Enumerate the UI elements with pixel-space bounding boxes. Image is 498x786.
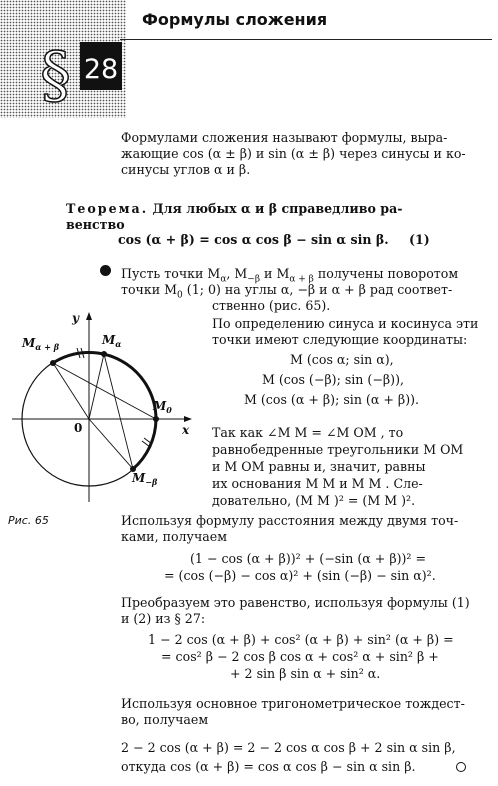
proof-line-2: точки $M_0$ (1; 0) на углы α, −β и α + β рад соответ- <box>121 282 453 301</box>
unit-circle-figure <box>10 302 200 512</box>
theorem-lead: Теорема. <box>66 201 149 216</box>
proof-start-bullet <box>100 265 111 276</box>
label-m-alpha-plus-beta: $M_{\alpha + \beta}$ <box>22 336 60 352</box>
chord-malpha-mminusbeta <box>104 354 133 469</box>
theorem-number: (1) <box>409 232 430 247</box>
intro-line-1: Формулами сложения называют формулы, выра- <box>121 130 448 145</box>
origin-label: 0 <box>74 421 83 435</box>
eq-transform-1: 1 − 2 cos (α + β) + cos² (α + β) + sin² (α + β) = <box>148 632 454 647</box>
section-symbol: § <box>40 38 71 111</box>
dist-intro-1: Используя формулу расстояния между двумя точ- <box>121 513 459 528</box>
radius-malpha <box>89 354 104 419</box>
identity-intro-2: во, получаем <box>121 712 209 727</box>
radius-malphabeta <box>53 363 89 419</box>
coord-m-alpha: M (cos α; sin α), <box>290 352 394 367</box>
proof-line-3: ственно (рис. 65). <box>212 298 331 313</box>
final-line-2: откуда cos (α + β) = cos α cos β − sin α sin β. <box>121 759 416 774</box>
since-line-4: их основания M M и M M . Сле- <box>212 476 423 491</box>
identity-intro-1: Используя основное тригонометрическое тождест- <box>121 696 465 711</box>
point-m-alpha-plus-beta <box>50 360 56 366</box>
figure-caption: Рис. 65 <box>8 514 49 527</box>
point-m-0 <box>153 416 159 422</box>
intro-line-2: жающие cos (α ± β) и sin (α ± β) через синусы и ко- <box>121 146 466 161</box>
proof-end-mark <box>456 762 466 772</box>
theorem-line-2: венство <box>66 217 125 232</box>
axis-y-label: y <box>72 311 79 325</box>
final-line-1: 2 − 2 cos (α + β) = 2 − 2 cos α cos β + 2 sin α sin β, <box>121 740 456 755</box>
since-line-3: и M OM равны и, значит, равны <box>212 459 426 474</box>
y-axis-arrow <box>86 312 92 320</box>
theorem-statement-1: Для любых α и β справедливо ра- <box>152 201 403 216</box>
label-m-0: $M_0$ <box>153 399 172 415</box>
intro-line-3: синусы углов α и β. <box>121 162 251 177</box>
axis-x-label: x <box>182 423 190 437</box>
eq-transform-2: = cos² β − 2 cos β cos α + cos² α + sin² β + <box>161 649 439 664</box>
page-title: Формулы сложения <box>142 10 328 29</box>
label-m-alpha: $M_\alpha$ <box>102 333 122 349</box>
eq-transform-3: + 2 sin β sin α + sin² α. <box>230 666 381 681</box>
label-m-minus-beta: $M_{-\beta}$ <box>132 471 158 487</box>
theorem-formula: cos (α + β) = cos α cos β − sin α sin β. <box>118 232 389 247</box>
header-rule <box>120 39 492 40</box>
transform-intro-1: Преобразуем это равенство, используя формулы (1) <box>121 595 470 610</box>
section-banner <box>0 0 130 120</box>
dist-intro-2: ками, получаем <box>121 529 228 544</box>
theorem-line-1 <box>66 201 402 217</box>
proof-line-5: точки имеют следующие координаты: <box>212 332 468 347</box>
transform-intro-2: и (2) из § 27: <box>121 611 206 626</box>
proof-line-4: По определению синуса и косинуса эти <box>212 316 479 331</box>
point-m-alpha <box>101 351 107 357</box>
since-line-1: Так как ∠M M = ∠M OM , то <box>212 425 404 440</box>
section-number: 28 <box>83 54 119 85</box>
chord-m0-malphabeta <box>53 363 156 419</box>
eq-dist-1: (1 − cos (α + β))² + (−sin (α + β))² = <box>190 551 427 566</box>
since-line-2: равнобедренные треугольники M OM <box>212 442 464 457</box>
x-axis-arrow <box>184 416 192 422</box>
coord-m-alpha-plus-beta: M (cos (α + β); sin (α + β)). <box>244 392 420 407</box>
coord-m-minus-beta: M (cos (−β); sin (−β)), <box>262 372 404 387</box>
since-line-5: довательно, (M M )² = (M M )². <box>212 493 416 508</box>
proof-line-1: Пусть точки $M_\alpha$, $M_{-\beta}$ и $M_{\alpha + \beta}$ получены поворотом <box>121 266 459 285</box>
eq-dist-2: = (cos (−β) − cos α)² + (sin (−β) − sin α)². <box>164 568 436 583</box>
